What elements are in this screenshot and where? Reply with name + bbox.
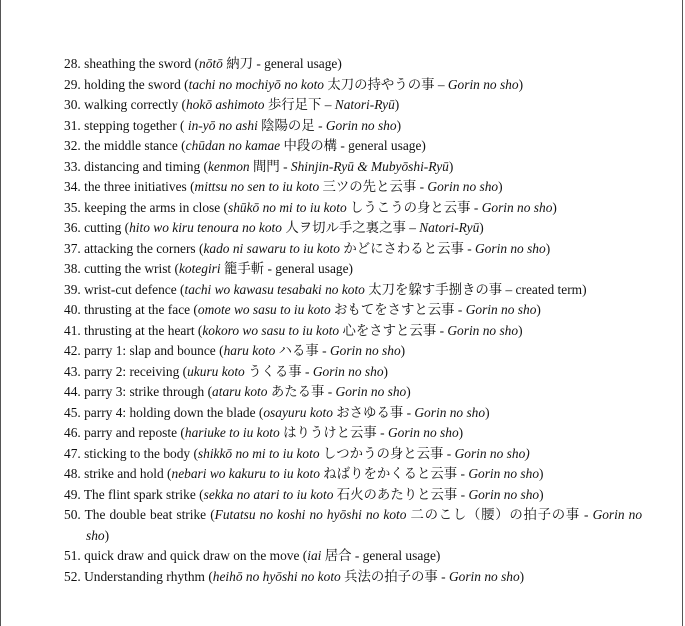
item-romaji: in-yō no ashi — [187, 117, 258, 133]
list-item — [64, 54, 642, 75]
item-romaji: tachi no mochiyō no koto — [188, 76, 324, 92]
item-romaji: omote wo sasu to iu koto — [197, 302, 331, 317]
item-romaji: osayuru koto — [263, 404, 333, 420]
item-japanese: ねばりをかくると云事 — [319, 466, 458, 481]
item-description: strike and hold ( — [84, 466, 172, 481]
item-romaji: ukuru koto — [187, 363, 245, 379]
list-item — [64, 464, 642, 485]
list-item — [64, 341, 642, 362]
item-source: Gorin no sho — [475, 240, 546, 256]
item-close: ) — [479, 220, 484, 235]
item-close: ) — [552, 199, 557, 215]
list-item — [64, 95, 642, 116]
list-item — [64, 485, 642, 506]
list-item — [64, 239, 642, 260]
item-romaji: kotegiri — [178, 261, 221, 276]
item-source: Gorin no sho — [387, 425, 459, 440]
item-source-separator: - general usage) — [252, 56, 342, 71]
item-close: ) — [518, 322, 523, 338]
item-source: Gorin no sho — [448, 568, 520, 584]
item-japanese: あたる事 — [267, 384, 325, 399]
list-item — [64, 546, 642, 567]
item-source: Gorin no sho — [414, 404, 486, 420]
item-description: thrusting at the heart ( — [84, 322, 203, 338]
item-close: ) — [539, 466, 544, 481]
item-close: ) — [485, 404, 490, 420]
item-japanese: 石火のあたりと云事 — [333, 486, 458, 502]
item-source-separator: - — [436, 322, 448, 338]
item-description: keeping the arms in close ( — [84, 199, 229, 215]
item-number: 43. — [64, 363, 81, 379]
item-source: Gorin no sho — [325, 117, 397, 133]
item-romaji: kado ni sawaru to iu koto — [203, 240, 340, 256]
item-description: attacking the corners ( — [84, 240, 204, 256]
item-description: sheathing the sword ( — [84, 56, 200, 71]
item-source-separator: - — [314, 117, 326, 133]
item-number: 47. — [64, 445, 81, 461]
list-item — [64, 300, 642, 321]
list-item — [64, 259, 642, 280]
list-item — [64, 198, 642, 219]
item-number: 31. — [64, 117, 81, 133]
item-close: ) — [383, 363, 388, 379]
list-item — [64, 280, 642, 301]
item-japanese: 歩行足下 — [264, 97, 322, 112]
item-number: 48. — [64, 466, 81, 481]
item-source: Gorin no sho — [312, 363, 384, 379]
item-romaji: nebari wo kakuru to iu koto — [171, 466, 320, 481]
item-source-separator: - — [437, 568, 449, 584]
item-source-separator: - general usage) — [264, 261, 353, 276]
item-number: 49. — [64, 486, 81, 502]
item-close: ) — [498, 179, 503, 194]
item-close: ) — [448, 158, 454, 174]
list-item — [64, 505, 642, 546]
item-description: The double beat strike ( — [84, 507, 215, 522]
item-source-separator: - general usage) — [337, 138, 426, 153]
list-item — [64, 157, 642, 178]
item-romaji: tachi wo kawasu tesabaki no koto — [184, 281, 365, 297]
item-number: 52. — [64, 568, 81, 584]
item-romaji: hito wo kiru tenoura no koto — [129, 220, 282, 235]
item-source: Gorin no sho — [447, 76, 519, 92]
item-japanese: しうこうの身と云事 — [346, 199, 471, 215]
item-source-separator: - — [463, 240, 476, 256]
item-description: thrusting at the face ( — [84, 302, 198, 317]
item-japanese: 三ツの先と云事 — [319, 179, 417, 194]
item-source-separator: - — [443, 445, 455, 461]
item-number: 35. — [64, 199, 81, 215]
list-item — [64, 567, 642, 588]
item-close: ) — [458, 425, 464, 440]
item-description: stepping together ( — [84, 117, 188, 133]
item-close: ) — [519, 568, 525, 584]
list-item — [64, 75, 642, 96]
item-description: holding the sword ( — [84, 76, 189, 92]
item-number: 36. — [64, 220, 81, 235]
item-romaji: shikkō no mi to iu koto — [197, 445, 320, 461]
item-close: ) — [394, 97, 400, 112]
item-description: The flint spark strike ( — [83, 486, 204, 502]
item-japanese: おさゆる事 — [332, 404, 404, 420]
item-number: 41. — [64, 322, 81, 338]
item-description: distancing and timing ( — [84, 158, 208, 174]
item-japanese: 間門 — [249, 158, 280, 174]
item-number: 37. — [64, 240, 81, 256]
item-number: 30. — [64, 97, 81, 112]
list-item — [64, 136, 642, 157]
item-description: wrist-cut defence ( — [84, 281, 185, 297]
item-japanese: 二のこし（腰）の拍子の事 — [406, 507, 580, 522]
item-source-separator: - — [416, 179, 428, 194]
list-item — [64, 423, 642, 444]
item-description: walking correctly ( — [84, 97, 186, 112]
item-description: cutting ( — [84, 220, 130, 235]
item-japanese: 中段の構 — [280, 138, 338, 153]
item-source: Gorin no sho — [465, 302, 537, 317]
item-source-separator: - — [376, 425, 388, 440]
item-romaji: hariuke to iu koto — [184, 425, 280, 440]
item-romaji: mittsu no sen to iu koto — [194, 179, 320, 194]
item-close: ) — [539, 486, 544, 502]
item-close: ) — [536, 302, 541, 317]
item-description: cutting the wrist ( — [84, 261, 179, 276]
item-source-separator: - — [470, 199, 482, 215]
item-japanese: 人ヲ切ル手之裏之事 — [281, 220, 406, 235]
item-source: Gorin no sho — [329, 343, 401, 358]
item-japanese: 陰陽の足 — [257, 117, 315, 133]
item-description: the three initiatives ( — [84, 179, 195, 194]
item-source-separator: - — [324, 384, 336, 399]
item-romaji: hokō ashimoto — [185, 97, 265, 112]
item-japanese: おもてをさすと云事 — [330, 302, 455, 317]
item-number: 29. — [64, 76, 81, 92]
item-japanese: 籠手斬 — [220, 261, 265, 276]
item-source: Gorin no sho — [468, 466, 540, 481]
item-source-separator: - — [454, 302, 466, 317]
item-japanese: 心をさすと云事 — [339, 322, 437, 338]
item-source: Gorin no sho — [447, 322, 519, 338]
item-close: ) — [400, 343, 406, 358]
item-source: Gorin no sho — [481, 199, 553, 215]
item-description: parry 3: strike through ( — [84, 384, 213, 399]
item-description: parry 1: slap and bounce ( — [84, 343, 224, 358]
item-number: 34. — [64, 179, 81, 194]
item-source-separator: - — [279, 158, 291, 174]
item-romaji: ataru koto — [212, 384, 268, 399]
item-source-separator: - — [301, 363, 313, 379]
item-romaji: sekka no atari to iu koto — [203, 486, 334, 502]
list-item — [64, 177, 642, 198]
item-close: ) — [396, 117, 402, 133]
item-source-separator: - — [579, 507, 593, 522]
list-item — [64, 362, 642, 383]
item-source-separator: - — [457, 466, 469, 481]
item-description: parry 4: holding down the blade ( — [84, 404, 264, 420]
item-source: Gorin no sho — [468, 486, 540, 502]
item-close: ) — [104, 527, 110, 543]
item-japanese: ハる事 — [275, 343, 319, 358]
item-japanese: かどにさわると云事 — [339, 240, 464, 256]
item-source-separator: - — [403, 404, 415, 420]
item-romaji: kokoro wo sasu to iu koto — [202, 322, 340, 338]
item-japanese: 納刀 — [222, 56, 253, 71]
item-source-separator: – — [434, 76, 448, 92]
item-number: 33. — [64, 158, 81, 174]
item-source-separator: - — [318, 343, 330, 358]
item-japanese: 太刀の持やうの事 — [324, 76, 435, 92]
item-source: Natori-Ryū — [334, 97, 395, 112]
item-romaji: shūkō no mi to iu koto — [228, 199, 347, 215]
item-japanese: しつかうの身と云事 — [319, 445, 444, 461]
item-source-separator: - general usage) — [351, 548, 441, 563]
list-item — [64, 382, 642, 403]
item-source: Gorin no sho) — [454, 445, 530, 461]
item-japanese: うくる事 — [244, 363, 302, 379]
item-source: Gorin no sho — [335, 384, 407, 399]
item-number: 44. — [64, 384, 81, 399]
item-romaji: chūdan no kamae — [185, 138, 281, 153]
item-description: Understanding rhythm ( — [84, 568, 213, 584]
list-item — [64, 444, 642, 465]
list-item — [64, 321, 642, 342]
item-source-separator: – — [405, 220, 420, 235]
technique-list — [64, 54, 642, 587]
list-item — [64, 116, 642, 137]
item-romaji: kenmon — [207, 158, 250, 174]
item-number: 39. — [64, 281, 81, 297]
item-japanese: はりうけと云事 — [279, 425, 377, 440]
item-japanese: 居合 — [321, 548, 352, 563]
item-romaji: iai — [307, 548, 322, 563]
item-description: parry 2: receiving ( — [84, 363, 188, 379]
item-source: Natori-Ryū — [419, 220, 480, 235]
item-romaji: heihō no hyōshi no koto — [212, 568, 341, 584]
item-number: 42. — [64, 343, 81, 358]
item-description: parry and reposte ( — [84, 425, 185, 440]
item-source: Gorin no sho — [86, 507, 643, 543]
item-close: ) — [406, 384, 411, 399]
item-romaji: nōtō — [199, 56, 223, 71]
item-source-separator: – created term) — [502, 281, 587, 297]
item-romaji: haru koto — [223, 343, 276, 358]
item-number: 28. — [64, 56, 81, 71]
item-japanese: 太刀を躱す手捌きの事 — [364, 281, 503, 297]
item-source: Shinjin-Ryū & Mubyōshi-Ryū — [290, 158, 449, 174]
item-number: 51. — [64, 548, 81, 563]
item-source-separator: – — [321, 97, 335, 112]
item-close: ) — [518, 76, 524, 92]
item-number: 40. — [64, 302, 81, 317]
item-number: 38. — [64, 261, 81, 276]
list-item — [64, 403, 642, 424]
item-japanese: 兵法の拍子の事 — [340, 568, 438, 584]
item-description: sticking to the body ( — [84, 445, 198, 461]
item-source-separator: - — [457, 486, 469, 502]
list-item — [64, 218, 642, 239]
item-romaji: Futatsu no koshi no hyōshi no koto — [214, 507, 407, 522]
item-description: the middle stance ( — [84, 138, 186, 153]
item-number: 46. — [64, 425, 81, 440]
item-number: 32. — [64, 138, 81, 153]
item-close: ) — [545, 240, 551, 256]
item-number: 45. — [64, 404, 81, 420]
item-number: 50. — [64, 507, 81, 522]
item-description: quick draw and quick draw on the move ( — [84, 548, 308, 563]
item-source: Gorin no sho — [427, 179, 499, 194]
